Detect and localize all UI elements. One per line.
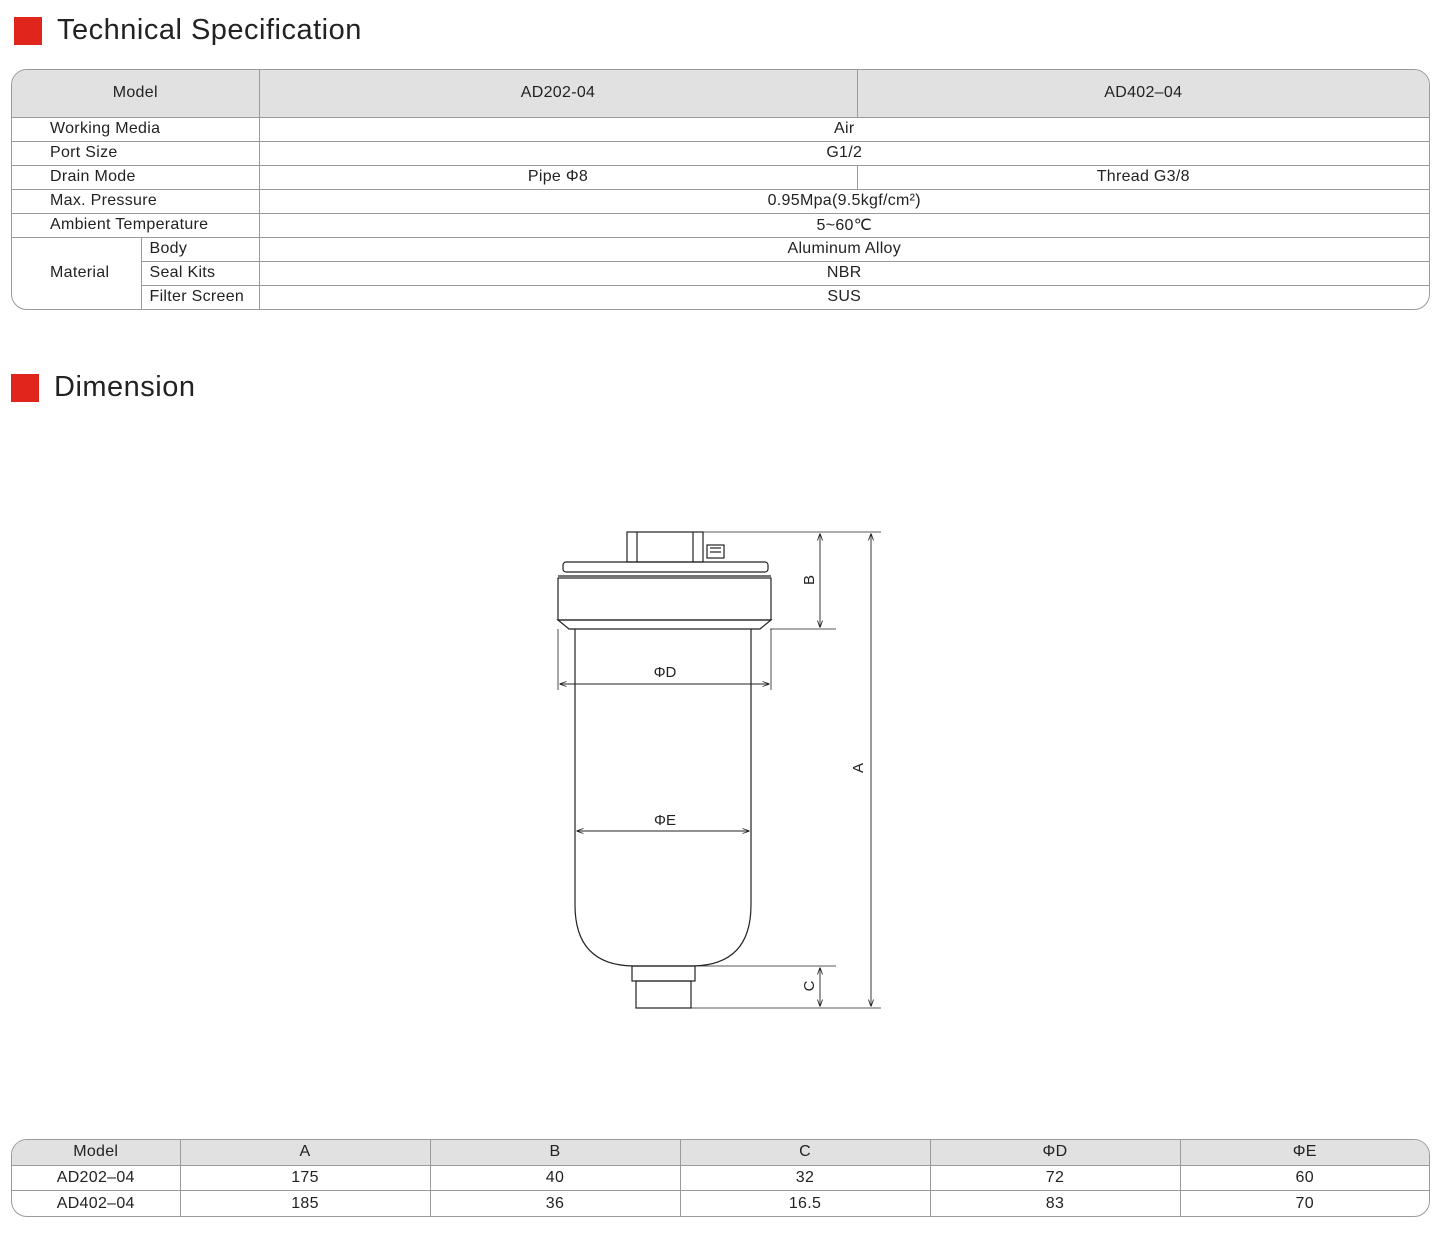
table-cell: 40 xyxy=(430,1165,680,1191)
section-title-text: Technical Specification xyxy=(57,14,362,46)
table-cell: 72 xyxy=(930,1165,1180,1191)
row-value: G1/2 xyxy=(259,141,1429,165)
table-cell: 32 xyxy=(680,1165,930,1191)
header-cell: C xyxy=(680,1140,930,1165)
section-title-text: Dimension xyxy=(54,371,196,403)
row-value: 5~60℃ xyxy=(259,213,1429,237)
header-cell: B xyxy=(430,1140,680,1165)
table-header-row xyxy=(12,1140,1429,1165)
row-label: Drain Mode xyxy=(12,165,259,189)
table-cell: 16.5 xyxy=(680,1191,930,1216)
cap-body xyxy=(558,578,771,620)
row-value: 0.95Mpa(9.5kgf/cm²) xyxy=(259,189,1429,213)
table-cell: AD402–04 xyxy=(12,1191,180,1216)
label-b: B xyxy=(801,574,818,586)
material-label: Material xyxy=(12,237,141,309)
table-cell: AD202–04 xyxy=(12,1165,180,1191)
top-nut-outline xyxy=(627,532,703,562)
label-e: ΦE xyxy=(654,812,676,829)
row-sublabel: Filter Screen xyxy=(141,285,259,309)
header-cell: ΦD xyxy=(930,1140,1180,1165)
header-model-ad202: AD202-04 xyxy=(259,70,857,117)
row-value: Air xyxy=(259,117,1429,141)
cap-flange xyxy=(563,562,768,572)
table-cell: 175 xyxy=(180,1165,430,1191)
row-value: Aluminum Alloy xyxy=(259,237,1429,261)
row-value-ad402: Thread G3/8 xyxy=(857,165,1429,189)
header-cell: A xyxy=(180,1140,430,1165)
table-cell: 36 xyxy=(430,1191,680,1216)
row-sublabel: Seal Kits xyxy=(141,261,259,285)
dimension-table xyxy=(11,1139,1430,1217)
row-value: SUS xyxy=(259,285,1429,309)
row-label: Ambient Temperature xyxy=(12,213,259,237)
cap-chamfer xyxy=(558,620,771,629)
row-sublabel: Body xyxy=(141,237,259,261)
label-d: ΦD xyxy=(653,664,677,681)
row-label: Max. Pressure xyxy=(12,189,259,213)
table-cell: 83 xyxy=(930,1191,1180,1216)
label-a: A xyxy=(850,762,867,774)
row-label: Port Size xyxy=(12,141,259,165)
table-cell: 70 xyxy=(1180,1191,1429,1216)
row-value-ad202: Pipe Φ8 xyxy=(259,165,857,189)
drain-nut xyxy=(632,966,695,981)
table-row xyxy=(12,1165,1429,1191)
drain-pipe xyxy=(636,981,691,1008)
header-model-label: Model xyxy=(12,70,259,117)
row-label: Working Media xyxy=(12,117,259,141)
header-model-ad402: AD402–04 xyxy=(857,70,1429,117)
table-cell: 185 xyxy=(180,1191,430,1216)
table-row xyxy=(12,1191,1429,1216)
label-c: C xyxy=(801,980,818,992)
header-cell: ΦE xyxy=(1180,1140,1429,1165)
table-cell: 60 xyxy=(1180,1165,1429,1191)
header-cell: Model xyxy=(12,1140,180,1165)
row-value: NBR xyxy=(259,261,1429,285)
